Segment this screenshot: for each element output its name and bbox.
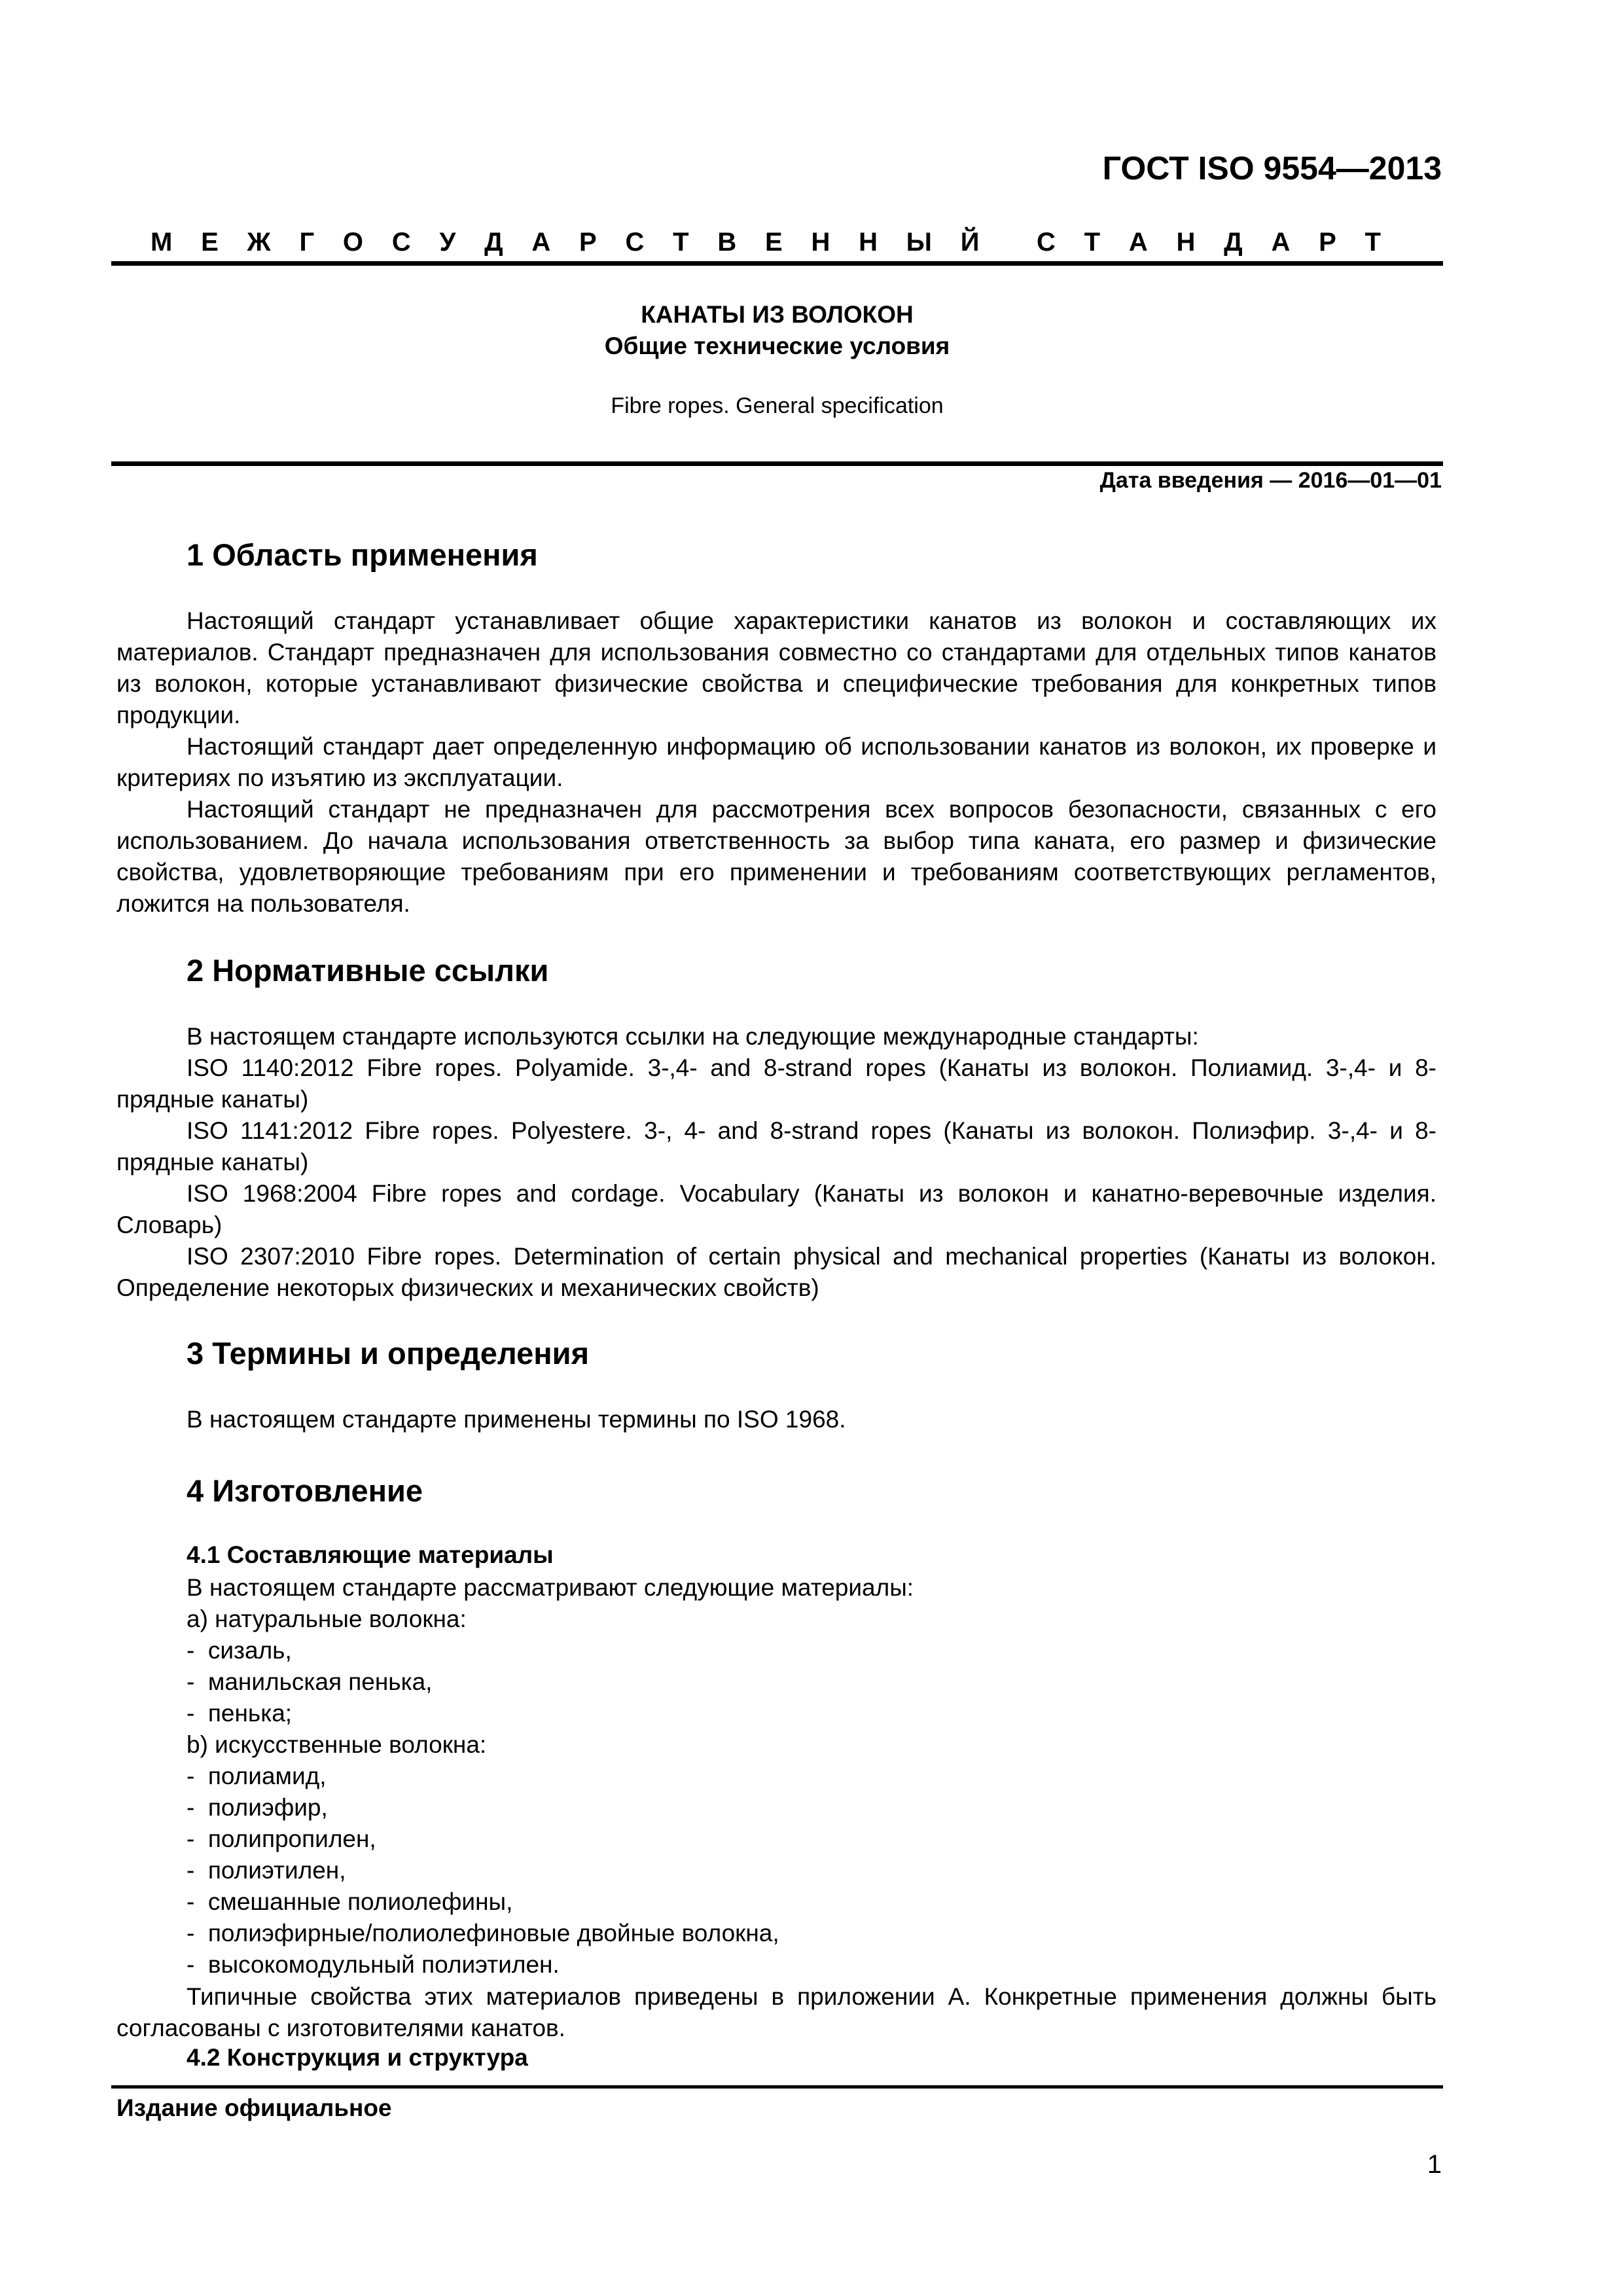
banner-letter: Ж (247, 228, 271, 257)
list-item: - полиэфирные/полиолефиновые двойные волокна, (187, 1920, 779, 1946)
banner-letter: С (625, 228, 645, 257)
paragraph: Настоящий стандарт устанавливает общие характеристики канатов из волокон и составляющих их материалов. Стандарт предназначен для использования совместно со стандартами для отдельных типов канатов из волокон, которые устанавливают физические свойства и специфические требования для конкретных типов продукции. (116, 607, 1436, 728)
banner-letter: Е (765, 228, 783, 257)
banner-letter: В (717, 228, 737, 257)
reference-item: ISO 2307:2010 Fibre ropes. Determination of certain physical and mechanical properties (Канаты из волокон. Определение некоторых физических и механических свойств) (116, 1243, 1436, 1301)
banner-letter: Н (859, 228, 878, 257)
banner-letter: Е (201, 228, 219, 257)
introduction-date: Дата введения — 2016—01—01 (1099, 468, 1442, 493)
list-item: - полиэфир, (187, 1794, 328, 1821)
list-item: - пенька; (187, 1700, 293, 1727)
title-divider (111, 461, 1443, 466)
banner-letter: Д (1224, 228, 1243, 257)
banner-letter: С (391, 228, 411, 257)
list-item: - высокомодульный полиэтилен. (187, 1951, 560, 1978)
paragraph: Типичные свойства этих материалов приведены в приложении А. Конкретные применения должны быть согласованы с изготовителями канатов. (116, 1983, 1436, 2041)
banner-letter: Т (1084, 228, 1101, 257)
list-item: В настоящем стандарте рассматривают следующие материалы: (187, 1574, 914, 1601)
materials-list (187, 1572, 1430, 1981)
banner-letter: Г (299, 228, 315, 257)
banner-letter: А (1271, 228, 1291, 257)
paragraph: В настоящем стандарте используются ссылки на следующие международные стандарты: (187, 1023, 1199, 1050)
banner-letter: Ы (906, 228, 932, 257)
list-item: - полиэтилен, (187, 1857, 346, 1884)
title-subtitle: Общие технические условия (604, 332, 950, 359)
section-3-body (116, 1404, 1436, 1435)
page-number: 1 (1427, 2150, 1442, 2179)
paragraph: Настоящий стандарт не предназначен для рассмотрения всех вопросов безопасности, связанных с его использованием. До начала использования ответственность за выбор типа каната, его размер и физические свойства, удовлетворяющие требованиям при его применении и требованиям соответствующих регламентов, ложится на пользователя. (116, 796, 1436, 917)
banner-letter: О (342, 228, 364, 257)
subsection-4-2-heading: 4.2 Конструкция и структура (187, 2044, 528, 2071)
banner-letter: Д (484, 228, 503, 257)
paragraph: Настоящий стандарт дает определенную информацию об использовании канатов из волокон, их проверке и критериях по изъятию из эксплуатации. (116, 733, 1436, 791)
banner-letter: Т (673, 228, 689, 257)
footer-divider (111, 2085, 1443, 2089)
document-number: ГОСТ ISO 9554—2013 (1102, 150, 1442, 187)
section-4-closing (116, 1981, 1436, 2044)
banner-letter: Т (1364, 228, 1381, 257)
list-item: - сизаль, (187, 1637, 292, 1664)
reference-item: ISO 1140:2012 Fibre ropes. Polyamide. 3-,4- and 8-strand ropes (Канаты из волокон. Полиамид. 3-,4- и 8-прядные канаты) (116, 1054, 1436, 1113)
section-3-heading: 3 Термины и определения (187, 1336, 589, 1371)
reference-item: ISO 1968:2004 Fibre ropes and cordage. Vocabulary (Канаты из волокон и канатно-веревочные изделия. Словарь) (116, 1180, 1436, 1238)
banner-letter: У (439, 228, 456, 257)
section-2-heading: 2 Нормативные ссылки (187, 953, 549, 988)
banner-letter: Н (811, 228, 830, 257)
list-item: b) искусственные волокна: (187, 1731, 487, 1758)
paragraph: В настоящем стандарте применены термины по ISO 1968. (187, 1406, 846, 1433)
banner-letter: А (1128, 228, 1148, 257)
subsection-4-1-heading: 4.1 Составляющие материалы (187, 1541, 554, 1568)
title-main: КАНАТЫ ИЗ ВОЛОКОН (641, 301, 914, 328)
interstate-standard-banner (151, 228, 1381, 257)
banner-letter: Н (1176, 228, 1196, 257)
section-1-heading: 1 Область применения (187, 537, 538, 572)
list-item: а) натуральные волокна: (187, 1605, 467, 1632)
banner-letter: Й (960, 228, 980, 257)
reference-item: ISO 1141:2012 Fibre ropes. Polyestere. 3-, 4- and 8-strand ropes (Канаты из волокон. Полиэфир. 3-,4- и 8-прядные канаты) (116, 1117, 1436, 1175)
list-item: - полипропилен, (187, 1825, 376, 1852)
list-item: - смешанные полиолефины, (187, 1888, 513, 1915)
section-4-heading: 4 Изготовление (187, 1473, 423, 1508)
banner-letter: М (151, 228, 173, 257)
edition-label: Издание официальное (116, 2094, 392, 2121)
banner-letter: А (531, 228, 551, 257)
title-english: Fibre ropes. General specification (611, 393, 944, 418)
banner-letter: С (1037, 228, 1056, 257)
banner-letter: Р (579, 228, 597, 257)
section-2-body (116, 1021, 1436, 1304)
banner-letter: Р (1319, 228, 1336, 257)
section-1-body (116, 605, 1436, 920)
header-divider (111, 261, 1443, 266)
list-item: - манильская пенька, (187, 1668, 433, 1695)
list-item: - полиамид, (187, 1763, 327, 1789)
